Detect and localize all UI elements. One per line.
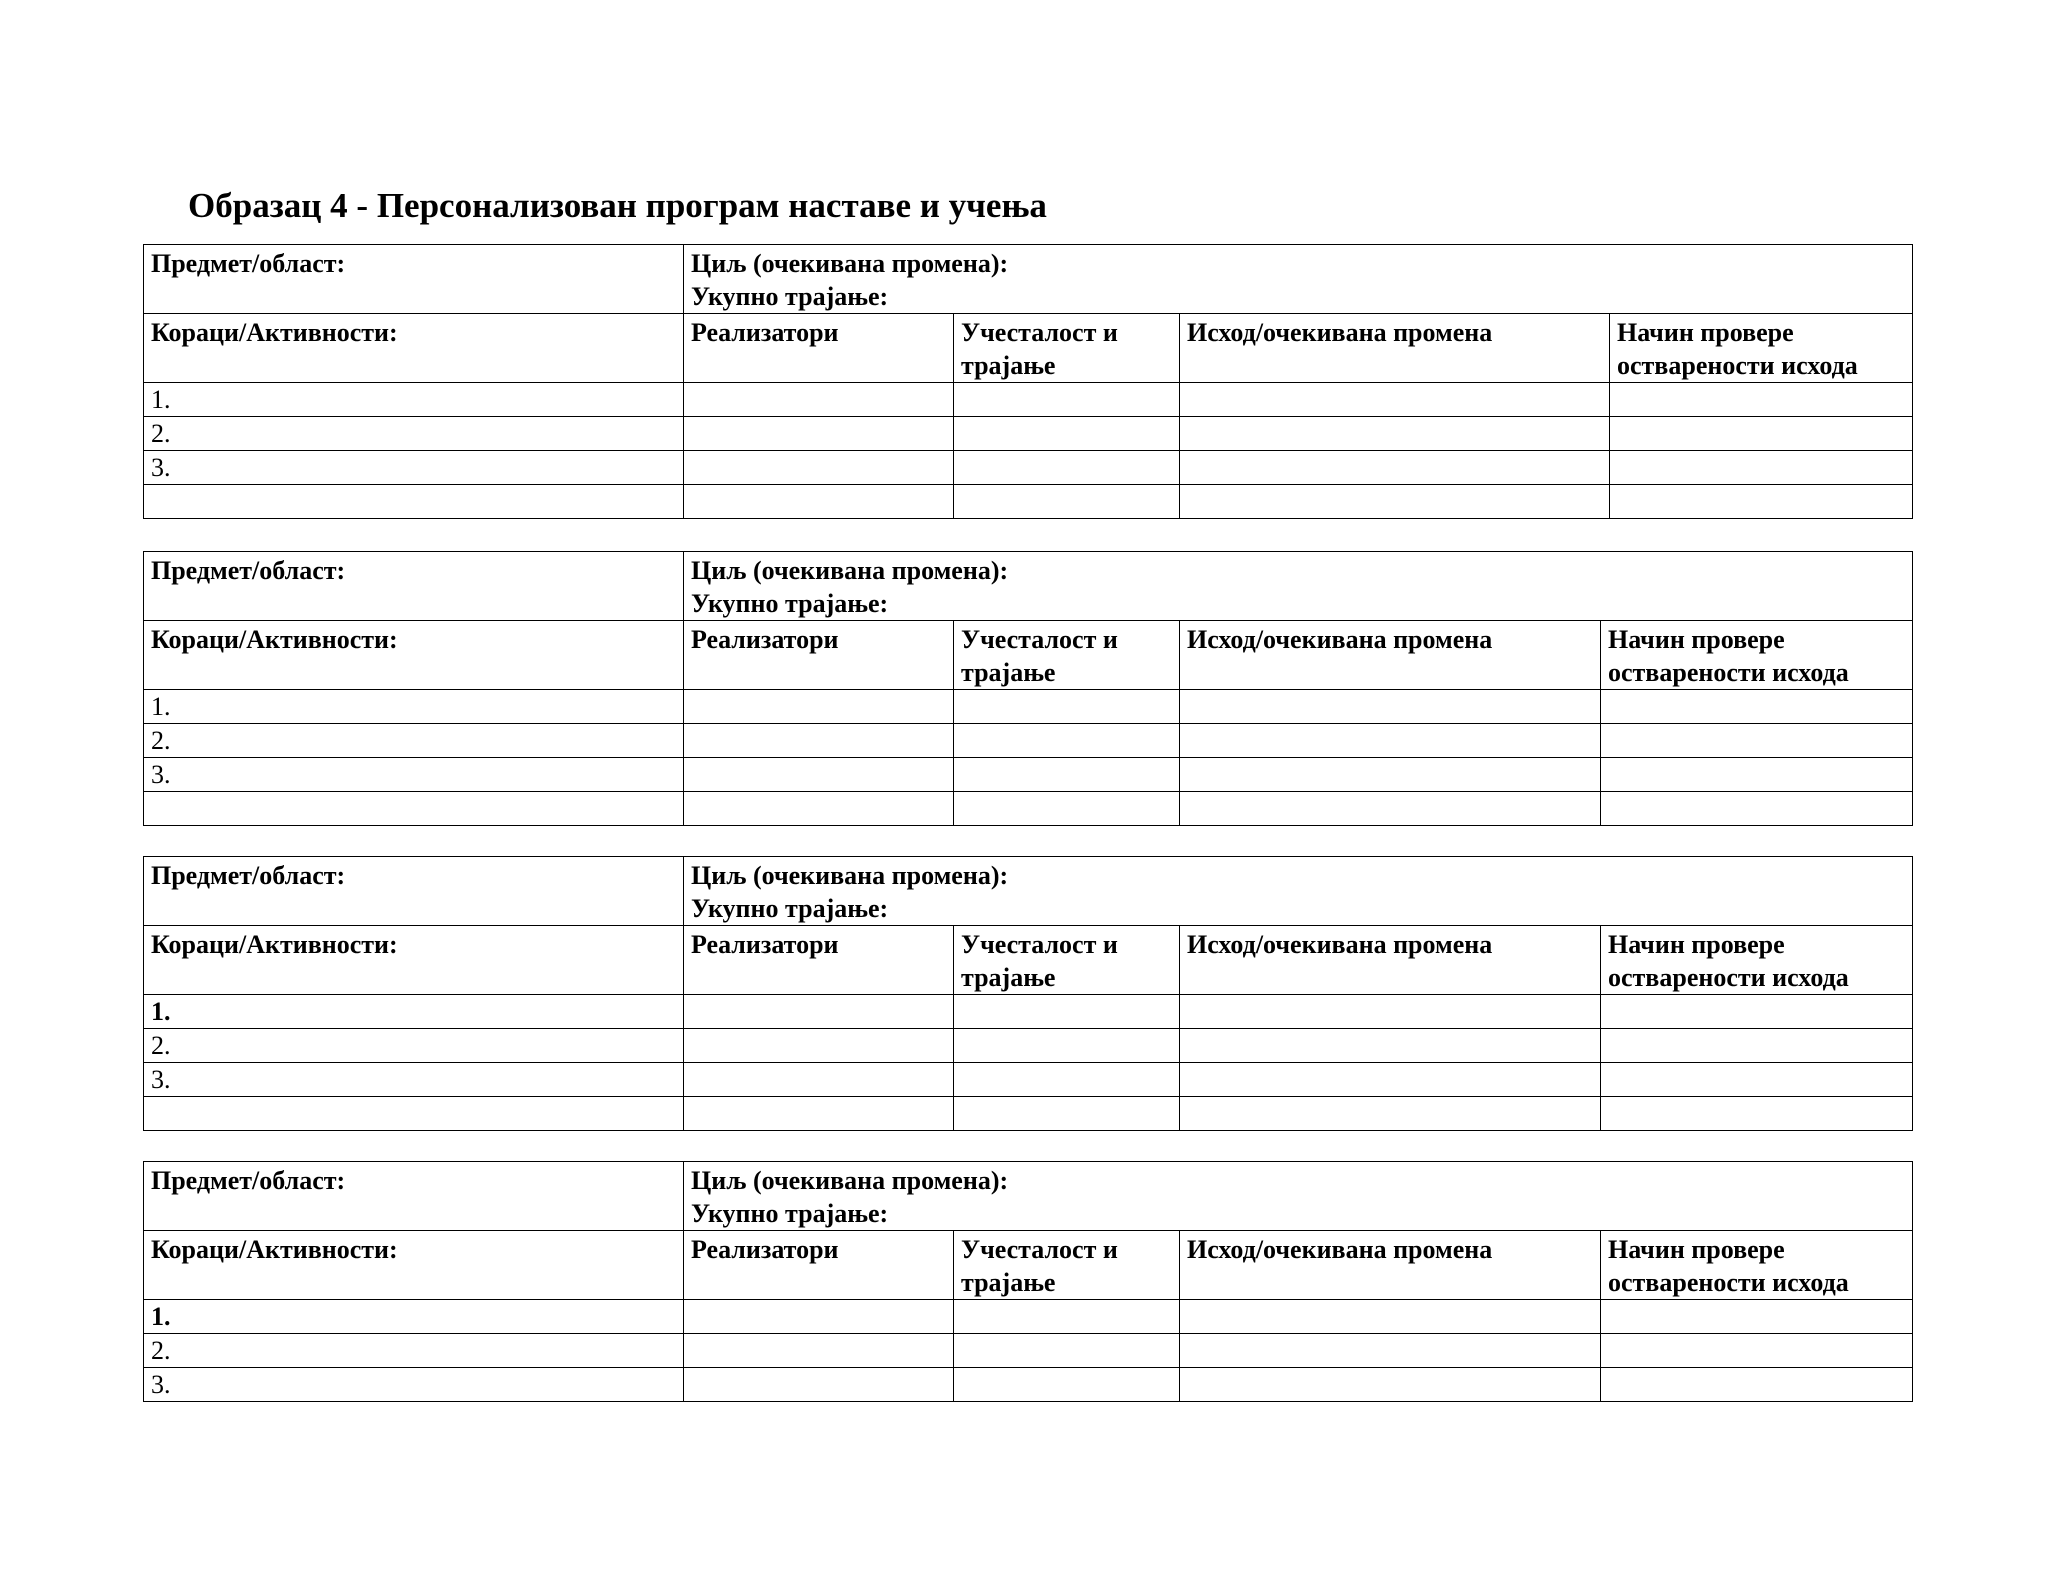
implementers-cell[interactable] bbox=[684, 1300, 954, 1334]
row-number[interactable]: 3. bbox=[144, 1063, 684, 1097]
table-row bbox=[144, 724, 1913, 758]
frequency-cell[interactable] bbox=[954, 1368, 1180, 1402]
implementers-cell[interactable] bbox=[684, 792, 954, 826]
frequency-header-line2: трајање bbox=[961, 351, 1056, 380]
table-row bbox=[144, 1063, 1913, 1097]
frequency-cell[interactable] bbox=[954, 995, 1180, 1029]
implementers-cell[interactable] bbox=[684, 1334, 954, 1368]
goal-label: Циљ (очекивана промена): bbox=[691, 249, 1009, 278]
frequency-header-line1: Учесталост и bbox=[961, 625, 1118, 654]
steps-header: Кораци/Активности: bbox=[144, 1231, 684, 1300]
implementers-cell[interactable] bbox=[684, 451, 954, 485]
outcome-cell[interactable] bbox=[1180, 758, 1601, 792]
verification-header-line1: Начин провере bbox=[1617, 318, 1794, 347]
goal-cell bbox=[684, 857, 1913, 926]
verification-header bbox=[1610, 314, 1913, 383]
verification-header-line2: остварености исхода bbox=[1617, 351, 1858, 380]
table-row bbox=[144, 690, 1913, 724]
verification-cell[interactable] bbox=[1601, 1029, 1913, 1063]
outcome-cell[interactable] bbox=[1180, 1063, 1601, 1097]
outcome-cell[interactable] bbox=[1180, 995, 1601, 1029]
implementers-cell[interactable] bbox=[684, 1063, 954, 1097]
row-number[interactable]: 3. bbox=[144, 758, 684, 792]
verification-cell[interactable] bbox=[1601, 1368, 1913, 1402]
verification-header-line2: остварености исхода bbox=[1608, 658, 1849, 687]
implementers-header: Реализатори bbox=[684, 314, 954, 383]
row-number[interactable]: 2. bbox=[144, 1334, 684, 1368]
program-table-2 bbox=[143, 551, 1913, 826]
table-row bbox=[144, 995, 1913, 1029]
frequency-header bbox=[954, 1231, 1180, 1300]
outcome-cell[interactable] bbox=[1180, 485, 1610, 519]
row-number[interactable]: 2. bbox=[144, 417, 684, 451]
verification-cell[interactable] bbox=[1601, 1300, 1913, 1334]
verification-cell[interactable] bbox=[1601, 995, 1913, 1029]
goal-cell bbox=[684, 1162, 1913, 1231]
implementers-cell[interactable] bbox=[684, 758, 954, 792]
verification-cell[interactable] bbox=[1601, 724, 1913, 758]
table-row bbox=[144, 1097, 1913, 1131]
outcome-cell[interactable] bbox=[1180, 1029, 1601, 1063]
table-row bbox=[144, 417, 1913, 451]
row-number[interactable]: 1. bbox=[144, 383, 684, 417]
row-number[interactable] bbox=[144, 1097, 684, 1131]
table-row bbox=[144, 1300, 1913, 1334]
column-header-row bbox=[144, 926, 1913, 995]
frequency-cell[interactable] bbox=[954, 1029, 1180, 1063]
frequency-header-line2: трајање bbox=[961, 1268, 1056, 1297]
implementers-cell[interactable] bbox=[684, 383, 954, 417]
outcome-cell[interactable] bbox=[1180, 690, 1601, 724]
row-number[interactable]: 1. bbox=[144, 1300, 684, 1334]
frequency-cell[interactable] bbox=[954, 1300, 1180, 1334]
frequency-header-line2: трајање bbox=[961, 963, 1056, 992]
verification-header-line2: остварености исхода bbox=[1608, 1268, 1849, 1297]
implementers-header: Реализатори bbox=[684, 621, 954, 690]
outcome-cell[interactable] bbox=[1180, 1334, 1601, 1368]
subject-label: Предмет/област: bbox=[144, 245, 684, 314]
column-header-row bbox=[144, 1231, 1913, 1300]
goal-label: Циљ (очекивана промена): bbox=[691, 1166, 1009, 1195]
frequency-cell[interactable] bbox=[954, 792, 1180, 826]
subject-label: Предмет/област: bbox=[144, 552, 684, 621]
steps-header: Кораци/Активности: bbox=[144, 314, 684, 383]
verification-cell[interactable] bbox=[1601, 792, 1913, 826]
implementers-cell[interactable] bbox=[684, 1097, 954, 1131]
outcome-cell[interactable] bbox=[1180, 724, 1601, 758]
outcome-header: Исход/очекивана промена bbox=[1180, 621, 1601, 690]
row-number[interactable] bbox=[144, 485, 684, 519]
table-row bbox=[144, 792, 1913, 826]
verification-cell[interactable] bbox=[1601, 1334, 1913, 1368]
duration-label: Укупно трајање: bbox=[691, 894, 889, 923]
implementers-cell[interactable] bbox=[684, 1368, 954, 1402]
outcome-header: Исход/очекивана промена bbox=[1180, 926, 1601, 995]
verification-cell[interactable] bbox=[1601, 690, 1913, 724]
frequency-cell[interactable] bbox=[954, 1063, 1180, 1097]
row-number[interactable] bbox=[144, 792, 684, 826]
verification-cell[interactable] bbox=[1601, 758, 1913, 792]
verification-cell[interactable] bbox=[1610, 383, 1913, 417]
goal-cell bbox=[684, 552, 1913, 621]
frequency-header-line1: Учесталост и bbox=[961, 930, 1118, 959]
outcome-header: Исход/очекивана промена bbox=[1180, 314, 1610, 383]
row-number[interactable]: 1. bbox=[144, 690, 684, 724]
frequency-header bbox=[954, 621, 1180, 690]
steps-header: Кораци/Активности: bbox=[144, 926, 684, 995]
outcome-header: Исход/очекивана промена bbox=[1180, 1231, 1601, 1300]
steps-header: Кораци/Активности: bbox=[144, 621, 684, 690]
program-table-1 bbox=[143, 244, 1913, 519]
outcome-cell[interactable] bbox=[1180, 383, 1610, 417]
frequency-cell[interactable] bbox=[954, 1334, 1180, 1368]
table-row bbox=[144, 383, 1913, 417]
table-header-row bbox=[144, 1162, 1913, 1231]
outcome-cell[interactable] bbox=[1180, 417, 1610, 451]
table-row bbox=[144, 485, 1913, 519]
implementers-cell[interactable] bbox=[684, 724, 954, 758]
table-header-row bbox=[144, 857, 1913, 926]
table-row bbox=[144, 451, 1913, 485]
implementers-cell[interactable] bbox=[684, 1029, 954, 1063]
verification-header bbox=[1601, 926, 1913, 995]
program-table-3 bbox=[143, 856, 1913, 1131]
duration-label: Укупно трајање: bbox=[691, 282, 889, 311]
table-row bbox=[144, 1368, 1913, 1402]
frequency-cell[interactable] bbox=[954, 451, 1180, 485]
implementers-cell[interactable] bbox=[684, 417, 954, 451]
verification-header-line1: Начин провере bbox=[1608, 930, 1785, 959]
verification-cell[interactable] bbox=[1610, 417, 1913, 451]
program-table-4 bbox=[143, 1161, 1913, 1402]
verification-header-line1: Начин провере bbox=[1608, 625, 1785, 654]
subject-label: Предмет/област: bbox=[144, 857, 684, 926]
verification-cell[interactable] bbox=[1610, 485, 1913, 519]
row-number[interactable]: 3. bbox=[144, 1368, 684, 1402]
table-row bbox=[144, 758, 1913, 792]
row-number[interactable]: 2. bbox=[144, 724, 684, 758]
implementers-header: Реализатори bbox=[684, 1231, 954, 1300]
frequency-cell[interactable] bbox=[954, 690, 1180, 724]
frequency-header-line1: Учесталост и bbox=[961, 318, 1118, 347]
frequency-header-line2: трајање bbox=[961, 658, 1056, 687]
column-header-row bbox=[144, 314, 1913, 383]
goal-label: Циљ (очекивана промена): bbox=[691, 861, 1009, 890]
column-header-row bbox=[144, 621, 1913, 690]
frequency-cell[interactable] bbox=[954, 758, 1180, 792]
verification-header bbox=[1601, 1231, 1913, 1300]
verification-header-line1: Начин провере bbox=[1608, 1235, 1785, 1264]
frequency-cell[interactable] bbox=[954, 485, 1180, 519]
implementers-cell[interactable] bbox=[684, 485, 954, 519]
page-title: Образац 4 - Персонализован програм наставе и учења bbox=[188, 186, 1047, 225]
implementers-cell[interactable] bbox=[684, 690, 954, 724]
implementers-header: Реализатори bbox=[684, 926, 954, 995]
frequency-header bbox=[954, 926, 1180, 995]
frequency-cell[interactable] bbox=[954, 724, 1180, 758]
table-row bbox=[144, 1029, 1913, 1063]
row-number[interactable]: 2. bbox=[144, 1029, 684, 1063]
duration-label: Укупно трајање: bbox=[691, 589, 889, 618]
outcome-cell[interactable] bbox=[1180, 451, 1610, 485]
implementers-cell[interactable] bbox=[684, 995, 954, 1029]
outcome-cell[interactable] bbox=[1180, 1368, 1601, 1402]
subject-label: Предмет/област: bbox=[144, 1162, 684, 1231]
outcome-cell[interactable] bbox=[1180, 1300, 1601, 1334]
outcome-cell[interactable] bbox=[1180, 1097, 1601, 1131]
verification-cell[interactable] bbox=[1601, 1097, 1913, 1131]
table-row bbox=[144, 1334, 1913, 1368]
frequency-header-line1: Учесталост и bbox=[961, 1235, 1118, 1264]
goal-cell bbox=[684, 245, 1913, 314]
outcome-cell[interactable] bbox=[1180, 792, 1601, 826]
goal-label: Циљ (очекивана промена): bbox=[691, 556, 1009, 585]
row-number[interactable]: 3. bbox=[144, 451, 684, 485]
frequency-header bbox=[954, 314, 1180, 383]
frequency-cell[interactable] bbox=[954, 383, 1180, 417]
frequency-cell[interactable] bbox=[954, 417, 1180, 451]
table-header-row bbox=[144, 245, 1913, 314]
row-number[interactable]: 1. bbox=[144, 995, 684, 1029]
verification-header bbox=[1601, 621, 1913, 690]
verification-cell[interactable] bbox=[1610, 451, 1913, 485]
verification-cell[interactable] bbox=[1601, 1063, 1913, 1097]
verification-header-line2: остварености исхода bbox=[1608, 963, 1849, 992]
table-header-row bbox=[144, 552, 1913, 621]
frequency-cell[interactable] bbox=[954, 1097, 1180, 1131]
duration-label: Укупно трајање: bbox=[691, 1199, 889, 1228]
